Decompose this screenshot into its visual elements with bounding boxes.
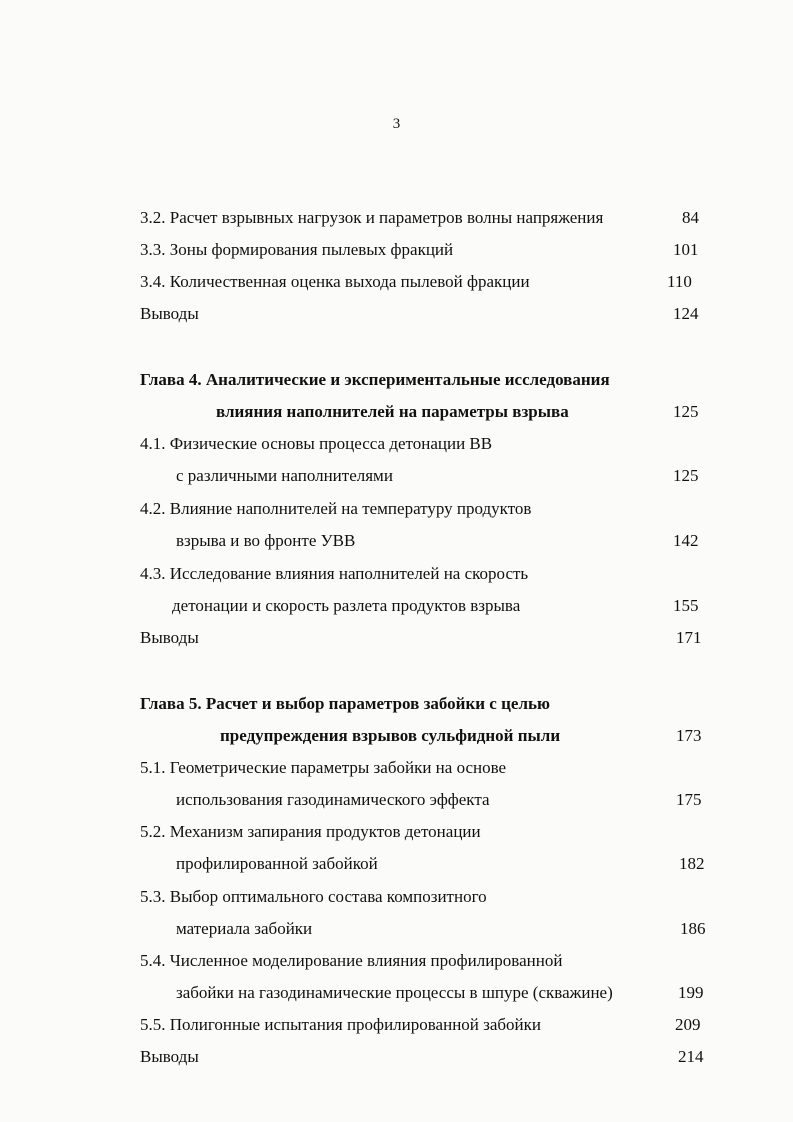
toc-entry-3-conclusions: Выводы bbox=[140, 304, 199, 323]
chapter-4-title-line1: Глава 4. Аналитические и экспериментальные исследования bbox=[140, 370, 610, 389]
toc-page-3-2: 84 bbox=[682, 208, 699, 227]
toc-entry-3-3: 3.3. Зоны формирования пылевых фракций bbox=[140, 240, 454, 259]
toc-entry-4-2-line2: взрыва и во фронте УВВ bbox=[176, 531, 356, 550]
toc-entry-4-3-line1: 4.3. Исследование влияния наполнителей на скорость bbox=[140, 564, 529, 583]
toc-entry-5-3-line1: 5.3. Выбор оптимального состава композитного bbox=[140, 887, 487, 906]
toc-entry-4-3-line2: детонации и скорость разлета продуктов взрыва bbox=[172, 596, 521, 615]
chapter-4-page: 125 bbox=[673, 402, 699, 421]
page-number: 3 bbox=[392, 116, 401, 132]
toc-entry-5-4-line1: 5.4. Численное моделирование влияния профилированной bbox=[140, 951, 563, 970]
toc-entry-5-2-line2: профилированной забойкой bbox=[176, 854, 378, 873]
toc-page-5-5: 209 bbox=[675, 1015, 701, 1034]
toc-page-5-conclusions: 214 bbox=[678, 1047, 704, 1066]
toc-page-5-2: 182 bbox=[679, 854, 705, 873]
toc-page-3-4: 110 bbox=[667, 272, 692, 291]
toc-entry-5-1-line2: использования газодинамического эффекта bbox=[176, 790, 490, 809]
toc-entry-4-1-line1: 4.1. Физические основы процесса детонации ВВ bbox=[140, 434, 493, 453]
toc-entry-4-conclusions: Выводы bbox=[140, 628, 199, 647]
toc-entry-5-1-line1: 5.1. Геометрические параметры забойки на основе bbox=[140, 758, 507, 777]
toc-page-4-3: 155 bbox=[673, 596, 699, 615]
toc-entry-3-2: 3.2. Расчет взрывных нагрузок и параметров волны напряжения bbox=[140, 208, 604, 227]
toc-page-4-1: 125 bbox=[673, 466, 699, 485]
toc-page-4-2: 142 bbox=[673, 531, 699, 550]
toc-entry-4-2-line1: 4.2. Влияние наполнителей на температуру продуктов bbox=[140, 499, 532, 518]
toc-entry-5-2-line1: 5.2. Механизм запирания продуктов детонации bbox=[140, 822, 481, 841]
toc-page-3-3: 101 bbox=[673, 240, 699, 259]
toc-page-4-conclusions: 171 bbox=[676, 628, 702, 647]
toc-page-5-4: 199 bbox=[678, 983, 704, 1002]
toc-page-5-1: 175 bbox=[676, 790, 702, 809]
toc-page-5-3: 186 bbox=[680, 919, 706, 938]
toc-entry-3-4: 3.4. Количественная оценка выхода пылевой фракции bbox=[140, 272, 530, 291]
chapter-4-title-line2: влияния наполнителей на параметры взрыва bbox=[216, 402, 569, 421]
chapter-5-title-line2: предупреждения взрывов сульфидной пыли bbox=[220, 726, 561, 745]
chapter-5-title-line1: Глава 5. Расчет и выбор параметров забойки с целью bbox=[140, 694, 550, 713]
toc-entry-5-conclusions: Выводы bbox=[140, 1047, 199, 1066]
toc-entry-5-5: 5.5. Полигонные испытания профилированной забойки bbox=[140, 1015, 542, 1034]
toc-page-3-conclusions: 124 bbox=[673, 304, 699, 323]
toc-entry-5-4-line2: забойки на газодинамические процессы в шпуре (скважине) bbox=[176, 983, 613, 1002]
toc-entry-5-3-line2: материала забойки bbox=[176, 919, 313, 938]
chapter-5-page: 173 bbox=[676, 726, 702, 745]
toc-entry-4-1-line2: с различными наполнителями bbox=[176, 466, 393, 485]
